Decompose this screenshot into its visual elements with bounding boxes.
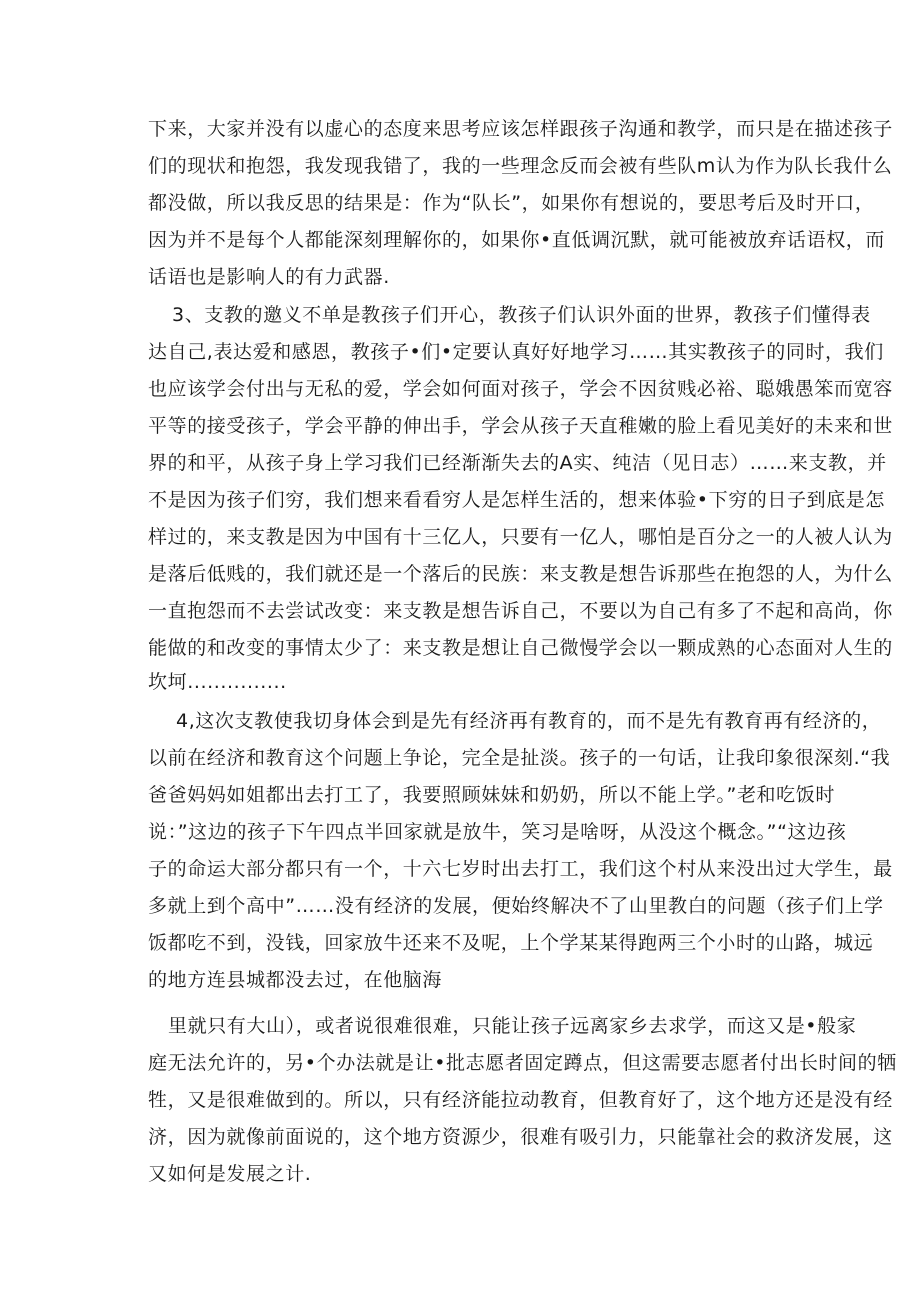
text-line: 多就上到个高中”……没有经济的发展，便始终解决不了山里教白的问题（孩子们上学: [148, 895, 884, 917]
text-line: 子的命运大部分都只有一个，十六七岁时出去打工，我们这个村从来没出过大学生，最: [148, 858, 893, 880]
text-line: 坎坷...............: [148, 671, 287, 693]
text-line: 又如何是发展之计.: [148, 1163, 312, 1185]
text-line: 一直抱怨而不去尝试改变：来支教是想告诉自己，不要以为自己有多了不起和高尚，你: [148, 600, 893, 622]
text-line: 4,这次支教使我切身体会到是先有经济再有教育的，而不是先有教育再有经济的，: [176, 710, 882, 732]
text-line: 爸爸妈妈如姐都出去打工了，我要照顾妹妹和奶奶，所以不能上学。”老和吃饭时: [148, 784, 835, 806]
text-line: 下来，大家并没有以虚心的态度来思考应该怎样跟孩子沟通和教学，而只是在描述孩子: [148, 118, 893, 140]
text-line: 庭无法允许的，另•个办法就是让•批志愿者固定蹲点，但这需要志愿者付出长时间的牺: [148, 1052, 897, 1074]
text-line: 也应该学会付出与无私的爱，学会如何面对孩子，学会不因贫贱必裕、聪娥愚笨而宽容: [148, 378, 893, 400]
text-line: 以前在经济和教育这个问题上争论，完全是扯淡。孩子的一句话，让我印象很深刻.“我: [148, 747, 891, 769]
text-line: 里就只有大山），或者说很难很难，只能让孩子远离家乡去求学，而这又是•般家: [168, 1015, 857, 1037]
text-line: 界的和平，从孩子身上学习我们已经渐渐失去的A实、纯洁（见日志）……来支教，并: [148, 452, 887, 474]
text-line: 3、支教的邀义不单是教孩子们开心，教孩子们认识外面的世界，教孩子们懂得表: [172, 304, 871, 326]
text-line: 饭都吃不到，没钱，回家放牛还来不及呢，上个学某某得跑两三个小时的山路，城远: [148, 932, 874, 954]
text-line: 平等的接受孩子，学会平静的伸出手，学会从孩子天直稚嫩的脸上看见美好的未来和世: [148, 415, 893, 437]
text-line: 不是因为孩子们穷，我们想来看看穷人是怎样生活的，想来体验•下穷的日子到底是怎: [148, 489, 886, 511]
text-line: 能做的和改变的事情太少了：来支教是想让自己微慢学会以一颗成熟的心态面对人生的: [148, 637, 893, 659]
text-line: 达自己,表达爱和感恩，教孩子•们•定要认真好好地学习……其实教孩子的同时，我们: [148, 341, 884, 363]
text-line: 说：”这边的孩子下午四点半回家就是放牛，笑习是啥呀，从没这个概念。”“这边孩: [148, 821, 847, 843]
text-line: 的地方连县城都没去过，在他脑海: [148, 969, 443, 991]
text-line: 济，因为就像前面说的，这个地方资源少，很难有吸引力，只能靠社会的救济发展，这: [148, 1126, 893, 1148]
text-line: 牲，又是很难做到的。所以，只有经济能拉动教育，但教育好了，这个地方还是没有经: [148, 1089, 893, 1111]
text-line: 都没做，所以我反思的结果是：作为“队长”，如果你有想说的，要思考后及时开口，: [148, 192, 875, 214]
text-line: 话语也是影响人的有力武器.: [148, 266, 390, 288]
text-line: 因为并不是每个人都能深刻理解你的，如果你•直低调沉默，就可能被放弃话语权，而: [148, 229, 886, 251]
text-line: 是落后低贱的，我们就还是一个落后的民族：来支教是想告诉那些在抱怨的人，为什么: [148, 563, 893, 585]
text-line: 样过的，来支教是因为中国有十三亿人，只要有一亿人，哪怕是百分之一的人被人认为: [148, 526, 893, 548]
text-line: 们的现状和抱怨，我发现我错了，我的一些理念反而会被有些队m认为作为队长我什么: [148, 155, 893, 177]
